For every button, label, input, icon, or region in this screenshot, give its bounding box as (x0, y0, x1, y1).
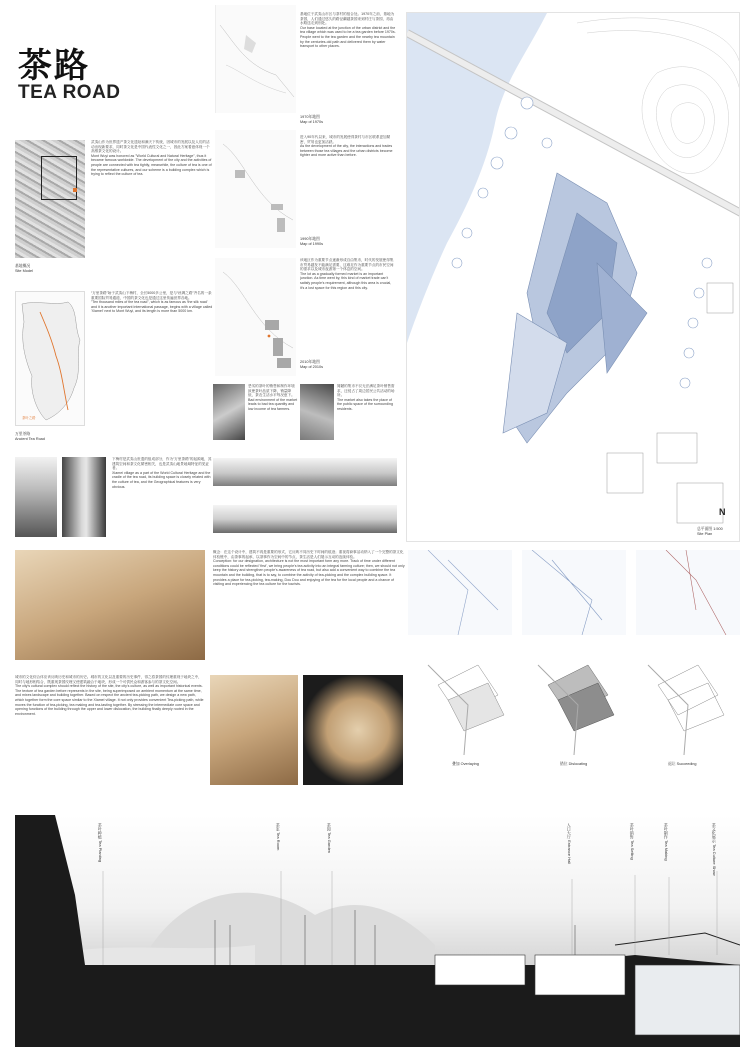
map-2010s (215, 258, 296, 376)
diagram-dislocating (528, 655, 624, 760)
model-photo-dark (303, 675, 403, 785)
sketch-overlay-2 (522, 550, 626, 635)
china-outline-svg (16, 292, 86, 427)
panorama-existing (213, 458, 397, 486)
market-public-text: 简陋的集市不仅无法满足茶叶销售需求，还侵占了周边居民公共活动的场所。 The market also takes the place of the public space of the surrounding residents. (337, 384, 395, 411)
tea-road-map (15, 291, 85, 426)
map-1990s-note: 进入90年代以来，城市的发展使得茶村与市区联系更加紧密，贸易也更加活跃。 As the development of the city, the interactions and trades between those tea villages and the urban districts become tighter and more active than before. (300, 135, 393, 158)
sketch-overlay-3 (636, 550, 740, 635)
market-bad-text: 恶劣的茶叶的销售和制作环境致使茶叶品质下降，销量降低，茶农生活水平每况愈下。 Bad environment of the market leads to bad tea quantity and low income of tea farmers. (248, 384, 298, 411)
map-1990s-caption: 1990年地图 Map of 1990s (300, 237, 324, 246)
map-1990s (215, 130, 296, 248)
map-1970s-caption: 1970年地图 Map of 1970s (300, 115, 324, 124)
site-model-photo (15, 550, 205, 660)
concept-text: 概念：在这个设计中，建筑不再是重要的形式，它反映不同历史下时间的痕迹；重视将商事活动纳入了一个完整的茶文化体验链中，由茶事的起承，以茶事作为空间中的节点，茶生活是人们展示互动的连续体验。 Conception: for our designation, architecture is not the most important form any more. Track of time under different conditions could be reflected 'first', we bring people's tea activity into an integral farming culture; then, we should not only keep the history and strengthen people's awareness of tea road, but also add a convenient way to combine the tea mountain and the building, that is to say, to combine the activity of tea-picking and the complex building space. It provides a place for tea-picking, tea-making, Dou Dou and enjoying of the tea for the local people and a chance of visiting and experiencing the tea culture for the tourists. (213, 550, 405, 587)
map-1970s (215, 5, 296, 113)
market-photo-bad (213, 384, 245, 440)
diagram-overlaying (418, 655, 514, 760)
diagram-succeeding (638, 655, 734, 760)
title-english: TEA ROAD (18, 82, 121, 103)
site-marker (73, 188, 77, 192)
tea-road-caption: 万里茶路 Ancient Tea Road (15, 432, 45, 441)
diagram-overlaying-caption: 叠加 Overlaying (452, 762, 479, 766)
title-chinese: 茶路 (18, 46, 90, 86)
map-2010s-note: 该地区作为重要节点逐渐形成自由集市，时代的发展使得集市贸易越发不能满足需要，这难足作为重要节点的市民空间的需求以及城市夜游第一个休息的空间。 The lot as a gradually formed market is an important junction. As time went by, this kind of market trade can't satisfy people's requirement, although this area is crucial, it's a lost space for this region and this city. (300, 258, 394, 290)
section-label-entrance-hall: 入口大厅 Entrance Hall (566, 823, 572, 865)
wuyi-region-map (15, 140, 85, 258)
tea-road-legend: 茶叶之路 (22, 416, 36, 420)
xiamei-photo-misty (15, 457, 57, 537)
section-label-tea-culture-show: 茶文化展示 Tea Culture Show (711, 823, 717, 876)
section-label-tea-making: 茶叶制作 Tea Making (663, 823, 669, 861)
map-2010s-caption: 2010年地图 Map of 2010s (300, 360, 324, 369)
site-plan-caption: 总平面图 1:500 Site Plan (697, 527, 723, 536)
section-drawing (15, 815, 740, 1047)
section-label-tea-room: 茶室 Tea Room (275, 823, 281, 851)
xiamei-text: 下梅村是武夷山世遗的组成部分，作为“万里茶路”的起源地，其建筑空间和茶文化紧密相关，也是武夷山地景地域特征的见证者。 Xiamei village as a part of the World Cultural Heritage and the cradle of the tea road, its building space is closely related with the culture of tea, and the Geographical features is very obvious. (112, 457, 212, 489)
sketch-overlay-1 (408, 550, 512, 635)
panorama-proposed (213, 505, 397, 533)
diagram-succeeding-caption: 退让 Succeeding (668, 762, 697, 766)
intro-text: 基地位于武夷山市区与茶村的组合处。1970年之前，基地为茶园，人们通过悠久的路径翻越茶园来到村庄与茶园，再由水路送走到别处。 Our base located at the junction of the urban district and the tea village which was used to be a tea garden before 1970s. People went to the tea garden and the nearby tea mountain by the centuries-old path and delivered them by water transport to other places. (300, 12, 396, 49)
section-label-tea-selling: 茶叶销售 Tea Selling (629, 823, 635, 860)
wuyi-text: 武夷山作为世界遗产茶文化遗址和满天下传统，因城市的发展以及人们的活动出现新要求，同时茶文化是中国代表性文化之一，因此方案着意体现一个高维茶文化的设计。 Mont Wuyi was honored as "World Cultural and Natural Heritage", thus it became famous worldwide. The development of the city and the activities of people are connected with tea tightly, meanwhile, the culture of tea is one of the representative cultures, and our scheme is a building complex which is trying to reflect the culture of tea. (91, 140, 212, 177)
site-plan (406, 12, 740, 542)
market-photo-public (300, 384, 334, 440)
xiamei-photo-street (62, 457, 106, 537)
section-label-tea-planting: 茶叶种植 Tea Planting (97, 823, 103, 863)
tea-road-text: “万里茶路”始于武夷山下梅村，全长5000多公里，是与“丝绸之路”齐名的一条重要国际贸易通道，中国的茶文化也是通过这里传遍世界各地。 "Ten thousand miles of the tea road", which is as famous as 'the silk road' and it is another important international passage, begins with a village called 'Xiamei' next to Mont Wuyi, and its length is more than 5000 km. (91, 291, 213, 314)
diagram-dislocating-caption: 错位 Dislocating (560, 762, 588, 766)
north-arrow: N (719, 507, 726, 517)
section-label-tea-garden: 茶园 Tea Garden (326, 823, 332, 854)
map-focus-box (41, 156, 77, 200)
wuyi-caption: 基地概况 Site Model (15, 264, 33, 273)
site-plan-svg (407, 13, 740, 542)
model-photo-light (210, 675, 298, 785)
culture-complex-text: 城市的文化综合体应该反映历史和城市的历史。城市的文化以及重要的历史事件，得之将茶园的纹理重现于地块之中，同时与地形相结合，既重现茶园纹理又使建筑融合于地块，形成一个可供民众和游客参与的茶文化空间。 The city's cultural complex should reflect the history of the site, the city's culture, as well as important historical events. The texture of tea garden before represents in the site, being superimposed on ambient momentum at the same time, and mixes landscape and building together. Based on respect the ancient tea-picking path, we design a new path, which together form the core space similar to the Xiamei village. It not only provides convenient Tea-picking path, while moves the function of tea-picking, tea making and tea-tasting together. By stressing the intermediate core space and opening functions of the building through the upper and lower dislocation, the building finally deeply rooted in the environment. (15, 675, 204, 716)
